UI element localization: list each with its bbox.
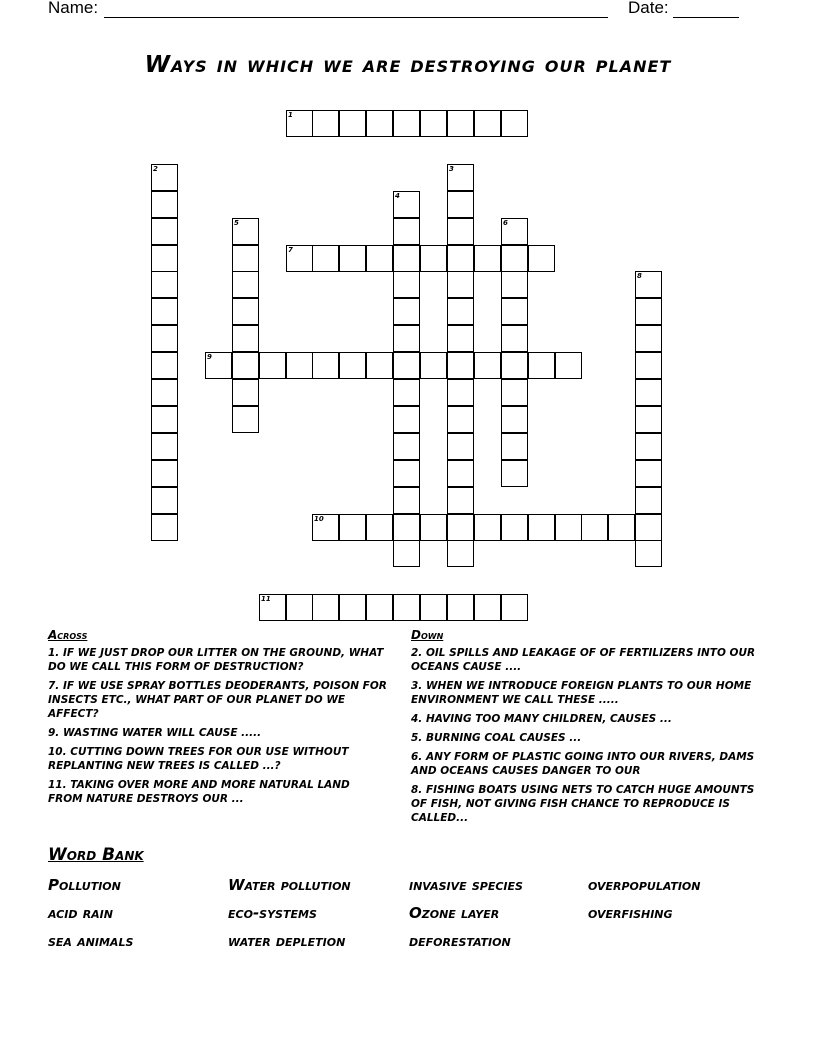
word-bank-item: eco-systems (228, 904, 317, 922)
crossword-cell[interactable] (393, 379, 420, 406)
crossword-cell[interactable] (232, 325, 259, 352)
crossword-cell[interactable] (581, 514, 608, 541)
word-bank-item: overfishing (588, 904, 673, 922)
across-clues (48, 646, 388, 811)
date-label: Date: (628, 0, 669, 17)
crossword-cell[interactable] (393, 540, 420, 567)
crossword-cell[interactable] (635, 433, 662, 460)
crossword-cell[interactable] (312, 514, 339, 541)
crossword-cell[interactable] (339, 245, 366, 272)
crossword-cell[interactable] (447, 298, 474, 325)
across-clue: 9. WASTING WATER WILL CAUSE ..... (48, 727, 262, 739)
word-bank-item: sea animals (48, 932, 134, 950)
clue-number: 4 (395, 192, 400, 200)
word-bank-item: water depletion (228, 932, 346, 950)
crossword-cell[interactable] (501, 352, 528, 379)
crossword-cell[interactable] (501, 325, 528, 352)
down-clue: 5. BURNING COAL CAUSES ... (411, 732, 582, 744)
crossword-cell[interactable] (259, 594, 286, 621)
word-bank-heading: Word Bank (48, 845, 144, 865)
crossword-cell[interactable] (393, 191, 420, 218)
down-clues (411, 646, 756, 830)
clue-number: 5 (234, 219, 239, 227)
crossword-cell[interactable] (259, 352, 286, 379)
crossword-cell[interactable] (232, 379, 259, 406)
crossword-cell[interactable] (232, 271, 259, 298)
crossword-cell[interactable] (420, 594, 447, 621)
crossword-cell[interactable] (151, 406, 178, 433)
crossword-cell[interactable] (151, 298, 178, 325)
clue-number: 3 (449, 165, 454, 173)
crossword-cell[interactable] (447, 325, 474, 352)
crossword-cell[interactable] (312, 245, 339, 272)
crossword-cell[interactable] (151, 379, 178, 406)
crossword-cell[interactable] (447, 164, 474, 191)
crossword-cell[interactable] (393, 271, 420, 298)
clue-number: 8 (637, 272, 642, 280)
clue-number: 10 (314, 515, 324, 523)
crossword-cell[interactable] (474, 594, 501, 621)
crossword-cell[interactable] (366, 352, 393, 379)
word-bank-item: Pollution (48, 876, 121, 894)
crossword-cell[interactable] (393, 406, 420, 433)
crossword-cell[interactable] (447, 406, 474, 433)
crossword-cell[interactable] (447, 379, 474, 406)
crossword-cell[interactable] (205, 352, 232, 379)
crossword-cell[interactable] (393, 245, 420, 272)
clue-number: 11 (261, 595, 271, 603)
crossword-cell[interactable] (286, 245, 313, 272)
crossword-cell[interactable] (555, 514, 582, 541)
word-bank-item: acid rain (48, 904, 113, 922)
down-clue: 8. FISHING BOATS USING NETS TO CATCH HUGE AMOUNTS OF FISH, NOT GIVING FISH CHANCE TO REPRODUCE IS CALLED... (411, 784, 755, 824)
crossword-cell[interactable] (151, 164, 178, 191)
crossword-cell[interactable] (501, 379, 528, 406)
crossword-cell[interactable] (286, 110, 313, 137)
crossword-cell[interactable] (420, 352, 447, 379)
crossword-cell[interactable] (151, 487, 178, 514)
word-bank-item: invasive species (409, 876, 523, 894)
crossword-cell[interactable] (635, 379, 662, 406)
down-clue: 2. OIL SPILLS AND LEAKAGE OF OF FERTILIZERS INTO OUR OCEANS CAUSE .... (411, 647, 756, 673)
crossword-cell[interactable] (151, 218, 178, 245)
crossword-cell[interactable] (501, 460, 528, 487)
crossword-cell[interactable] (447, 110, 474, 137)
clue-number: 6 (503, 219, 508, 227)
crossword-cell[interactable] (447, 460, 474, 487)
crossword-cell[interactable] (447, 433, 474, 460)
crossword-cell[interactable] (501, 433, 528, 460)
crossword-cell[interactable] (151, 460, 178, 487)
crossword-cell[interactable] (528, 514, 555, 541)
crossword-cell[interactable] (501, 514, 528, 541)
crossword-cell[interactable] (447, 271, 474, 298)
crossword-cell[interactable] (608, 514, 635, 541)
crossword-cell[interactable] (232, 406, 259, 433)
crossword-cell[interactable] (312, 110, 339, 137)
crossword-cell[interactable] (420, 245, 447, 272)
crossword-cell[interactable] (528, 352, 555, 379)
across-clue: 11. TAKING OVER MORE AND MORE NATURAL LAND FROM NATURE DESTROYS OUR ... (48, 779, 350, 805)
crossword-cell[interactable] (501, 218, 528, 245)
crossword-cell[interactable] (635, 298, 662, 325)
crossword-cell[interactable] (447, 245, 474, 272)
crossword-cell[interactable] (339, 514, 366, 541)
crossword-cell[interactable] (635, 514, 662, 541)
crossword-cell[interactable] (339, 110, 366, 137)
crossword-cell[interactable] (474, 514, 501, 541)
crossword-cell[interactable] (286, 352, 313, 379)
crossword-cell[interactable] (447, 218, 474, 245)
crossword-cell[interactable] (447, 540, 474, 567)
crossword-cell[interactable] (501, 245, 528, 272)
crossword-cell[interactable] (393, 433, 420, 460)
crossword-cell[interactable] (474, 245, 501, 272)
crossword-cell[interactable] (474, 110, 501, 137)
crossword-cell[interactable] (393, 594, 420, 621)
word-bank-item: deforestation (409, 932, 511, 950)
crossword-cell[interactable] (151, 191, 178, 218)
across-heading: Across (48, 628, 88, 642)
crossword-cell[interactable] (339, 594, 366, 621)
crossword-cell[interactable] (501, 298, 528, 325)
crossword-cell[interactable] (635, 406, 662, 433)
crossword-cell[interactable] (447, 514, 474, 541)
clue-number: 7 (288, 246, 293, 254)
clue-number: 2 (153, 165, 158, 173)
across-clue: 7. IF WE USE SPRAY BOTTLES DEODERANTS, POISON FOR INSECTS ETC., WHAT PART OF OUR PLANET DO WE AFFECT? (48, 680, 387, 720)
crossword-cell[interactable] (501, 406, 528, 433)
crossword-cell[interactable] (366, 110, 393, 137)
crossword-cell[interactable] (339, 352, 366, 379)
crossword-cell[interactable] (555, 352, 582, 379)
crossword-cell[interactable] (393, 325, 420, 352)
crossword-cell[interactable] (151, 325, 178, 352)
crossword-cell[interactable] (393, 218, 420, 245)
crossword-cell[interactable] (501, 110, 528, 137)
crossword-cell[interactable] (232, 218, 259, 245)
crossword-cell[interactable] (151, 352, 178, 379)
down-clue: 6. ANY FORM OF PLASTIC GOING INTO OUR RIVERS, DAMS AND OCEANS CAUSES DANGER TO OUR (411, 751, 755, 777)
crossword-cell[interactable] (447, 191, 474, 218)
crossword-cell[interactable] (312, 352, 339, 379)
crossword-cell[interactable] (232, 352, 259, 379)
word-bank-item: overpopulation (588, 876, 701, 894)
crossword-cell[interactable] (393, 298, 420, 325)
crossword-cell[interactable] (393, 487, 420, 514)
crossword-cell[interactable] (635, 352, 662, 379)
down-heading: Down (411, 628, 444, 642)
clue-number: 1 (288, 111, 293, 119)
down-clue: 4. HAVING TOO MANY CHILDREN, CAUSES ... (411, 713, 672, 725)
crossword-cell[interactable] (474, 352, 501, 379)
crossword-cell[interactable] (635, 540, 662, 567)
clue-number: 9 (207, 353, 212, 361)
crossword-cell[interactable] (151, 433, 178, 460)
down-clue: 3. WHEN WE INTRODUCE FOREIGN PLANTS TO OUR HOME ENVIRONMENT WE CALL THESE ..... (411, 680, 752, 706)
crossword-cell[interactable] (501, 271, 528, 298)
crossword-cell[interactable] (501, 594, 528, 621)
crossword-cell[interactable] (393, 352, 420, 379)
crossword-cell[interactable] (151, 514, 178, 541)
crossword-cell[interactable] (366, 514, 393, 541)
word-bank-item: Water pollution (228, 876, 351, 894)
crossword-cell[interactable] (635, 460, 662, 487)
crossword-cell[interactable] (447, 487, 474, 514)
crossword-cell[interactable] (420, 110, 447, 137)
crossword-cell[interactable] (393, 110, 420, 137)
crossword-cell[interactable] (366, 245, 393, 272)
page-title: Ways in which we are destroying our planet (144, 52, 672, 78)
crossword-cell[interactable] (151, 271, 178, 298)
crossword-cell[interactable] (447, 594, 474, 621)
crossword-cell[interactable] (393, 460, 420, 487)
crossword-cell[interactable] (635, 487, 662, 514)
crossword-cell[interactable] (420, 514, 447, 541)
across-clue: 1. IF WE JUST DROP OUR LITTER ON THE GROUND, WHAT DO WE CALL THIS FORM OF DESTRUCTION? (48, 647, 384, 673)
crossword-cell[interactable] (528, 245, 555, 272)
crossword-cell[interactable] (312, 594, 339, 621)
crossword-cell[interactable] (232, 245, 259, 272)
crossword-cell[interactable] (635, 271, 662, 298)
crossword-cell[interactable] (286, 594, 313, 621)
crossword-cell[interactable] (232, 298, 259, 325)
crossword-cell[interactable] (393, 514, 420, 541)
crossword-cell[interactable] (151, 245, 178, 272)
crossword-cell[interactable] (635, 325, 662, 352)
word-bank-item: Ozone layer (409, 904, 500, 922)
crossword-cell[interactable] (447, 352, 474, 379)
name-label: Name: (48, 0, 99, 17)
across-clue: 10. CUTTING DOWN TREES FOR OUR USE WITHOUT REPLANTING NEW TREES IS CALLED ...? (48, 746, 349, 772)
crossword-cell[interactable] (366, 594, 393, 621)
